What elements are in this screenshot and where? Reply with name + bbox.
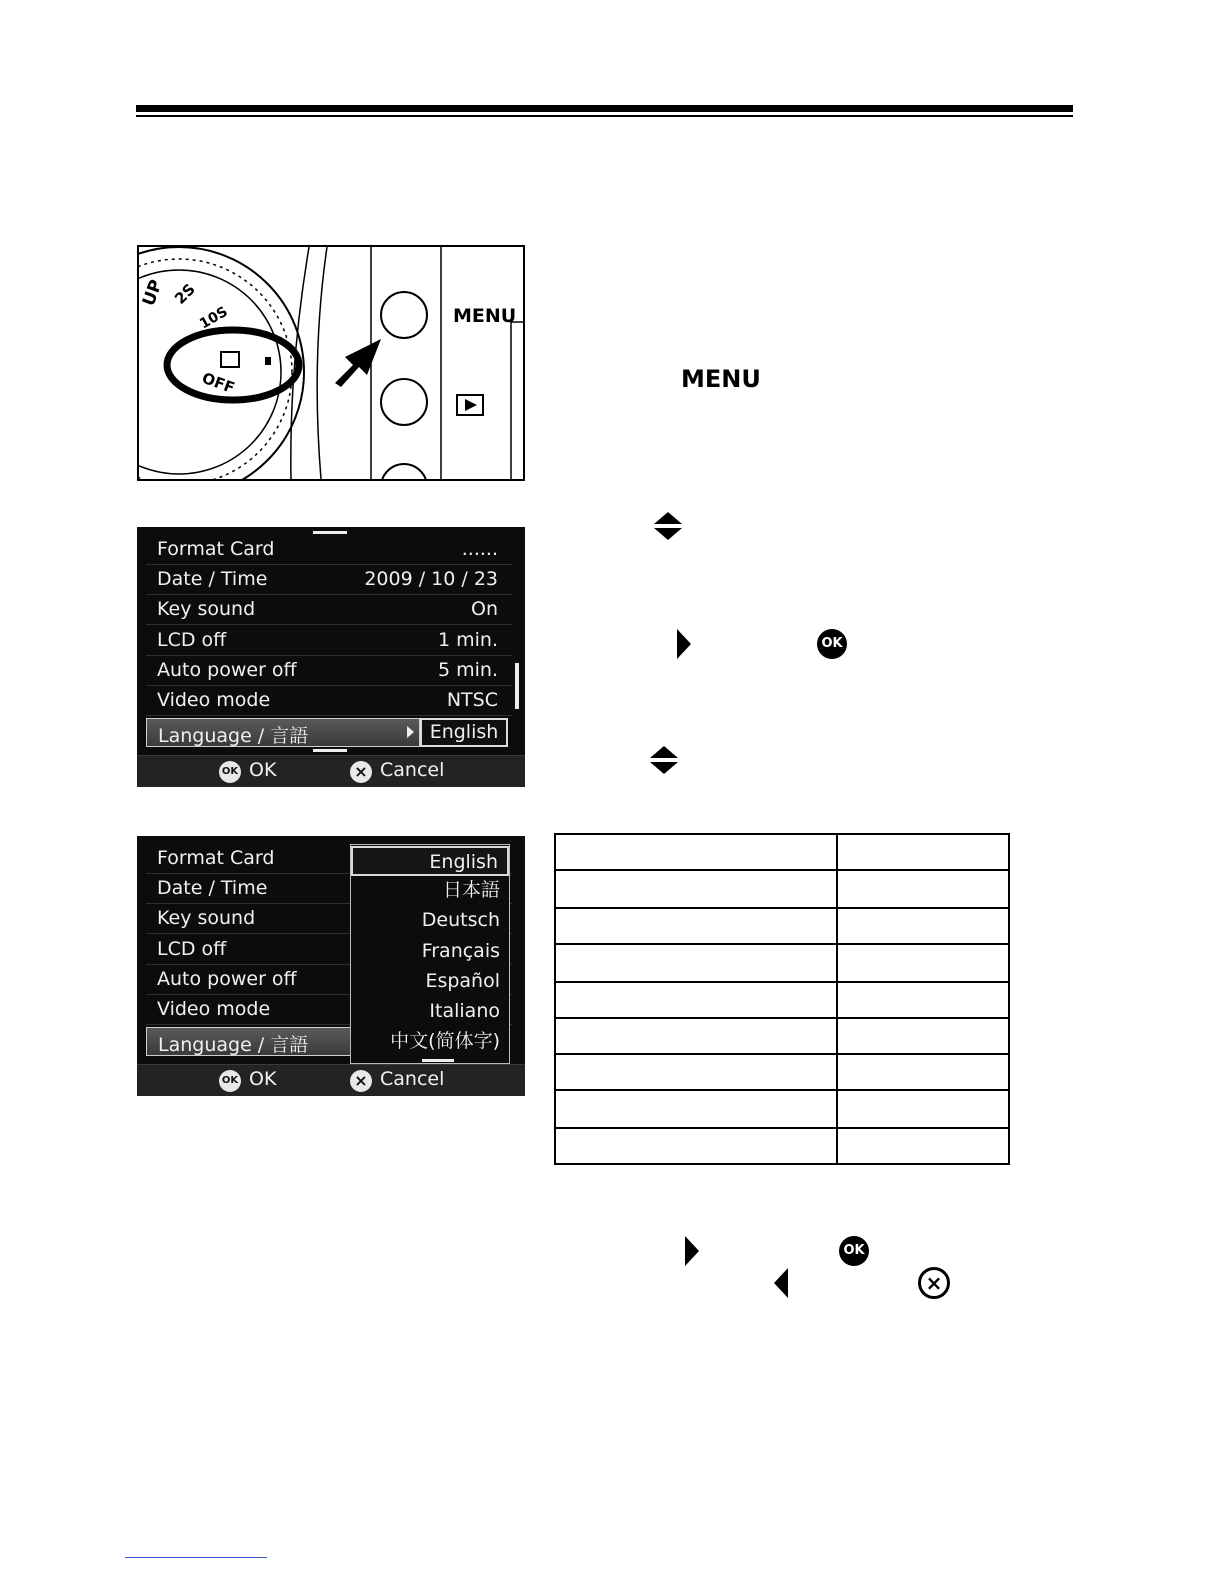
right-arrow-icon (677, 629, 691, 659)
menu-row-auto-power-off[interactable] (146, 657, 512, 686)
language-option-french[interactable]: Français (421, 940, 500, 962)
row-value: 1 min. (438, 629, 498, 651)
up-down-arrow-icon (649, 746, 679, 774)
table-row (555, 944, 1009, 982)
ok-label[interactable]: OK (249, 759, 277, 781)
camera-illustration (137, 245, 525, 481)
scrollbar[interactable] (515, 663, 519, 709)
cancel-icon: × (350, 1070, 372, 1092)
lcd-setup-menu (137, 527, 525, 787)
menu-row-key-sound[interactable] (146, 596, 512, 625)
ok-icon: OK (219, 761, 241, 783)
menu-row-language[interactable] (146, 718, 420, 747)
table-row (555, 908, 1009, 944)
language-option-chinese-simplified[interactable]: 中文(简体字) (390, 1030, 500, 1052)
language-option-spanish[interactable]: Español (425, 970, 500, 992)
dial-label-up: UP (139, 277, 167, 309)
dial-label-2s: 2S (171, 280, 199, 308)
lcd-footer (137, 755, 525, 787)
row-label: Video mode (157, 689, 271, 711)
row-label: Key sound (157, 907, 256, 929)
row-label: Language / 言語 (158, 1034, 309, 1056)
menu-row-language[interactable] (146, 1027, 356, 1056)
up-down-arrow-icon (653, 512, 683, 540)
row-value: 2009 / 10 / 23 (364, 568, 498, 590)
row-label: Format Card (157, 847, 275, 869)
menu-row-video-mode[interactable] (146, 687, 512, 716)
left-arrow-icon (774, 1268, 788, 1298)
row-label: LCD off (157, 938, 227, 960)
language-option-japanese[interactable]: 日本語 (442, 879, 500, 901)
right-arrow-icon (685, 1236, 699, 1266)
language-value[interactable]: English (420, 718, 508, 747)
cancel-button-icon: × (918, 1267, 950, 1299)
ok-label[interactable]: OK (249, 1068, 277, 1090)
table-row (555, 870, 1009, 908)
lcd-language-menu (137, 836, 525, 1096)
row-label: Date / Time (157, 568, 268, 590)
language-option-italian[interactable]: Italiano (429, 1000, 500, 1022)
menu-row-lcd-off[interactable] (146, 627, 512, 656)
cancel-icon: × (350, 761, 372, 783)
menu-button-label: MENU (453, 305, 517, 327)
language-option-english[interactable]: English (351, 846, 509, 876)
row-label: LCD off (157, 629, 227, 651)
dial-label-10s: 10S (197, 303, 231, 333)
row-value: On (471, 598, 498, 620)
language-option-german[interactable]: Deutsch (421, 909, 500, 931)
table-row (555, 1090, 1009, 1128)
table-row (555, 1018, 1009, 1054)
cancel-label[interactable]: Cancel (380, 759, 445, 781)
row-label: Video mode (157, 998, 271, 1020)
row-label: Auto power off (157, 968, 297, 990)
table-row (555, 834, 1009, 870)
row-value: NTSC (446, 689, 498, 711)
menu-row-format-card[interactable] (146, 536, 512, 565)
submenu-arrow-icon (407, 726, 414, 738)
ok-button-icon: OK (817, 629, 847, 659)
row-label: Key sound (157, 598, 256, 620)
menu-button-symbol: MENU (681, 365, 761, 393)
scroll-down-indicator (422, 1059, 454, 1062)
cancel-label[interactable]: Cancel (380, 1068, 445, 1090)
row-label: Date / Time (157, 877, 268, 899)
row-label: Language / 言語 (158, 725, 309, 747)
scroll-up-indicator (313, 531, 347, 534)
row-label: Auto power off (157, 659, 297, 681)
language-dropdown[interactable] (350, 844, 510, 1064)
dial-label-off: OFF (199, 368, 238, 398)
row-value: ...... (461, 538, 498, 560)
table-row (555, 1054, 1009, 1090)
language-table (554, 833, 1010, 1165)
menu-row-date-time[interactable] (146, 566, 512, 595)
scroll-down-indicator (313, 749, 347, 752)
row-value: 5 min. (438, 659, 498, 681)
footer-link-underline[interactable] (125, 1557, 267, 1558)
lcd-footer (137, 1064, 525, 1096)
header-rule-thin (136, 115, 1073, 117)
ok-icon: OK (219, 1070, 241, 1092)
table-row (555, 1128, 1009, 1164)
table-row (555, 982, 1009, 1018)
ok-button-icon: OK (839, 1236, 869, 1266)
row-label: Format Card (157, 538, 275, 560)
header-rule-thick (136, 105, 1073, 112)
